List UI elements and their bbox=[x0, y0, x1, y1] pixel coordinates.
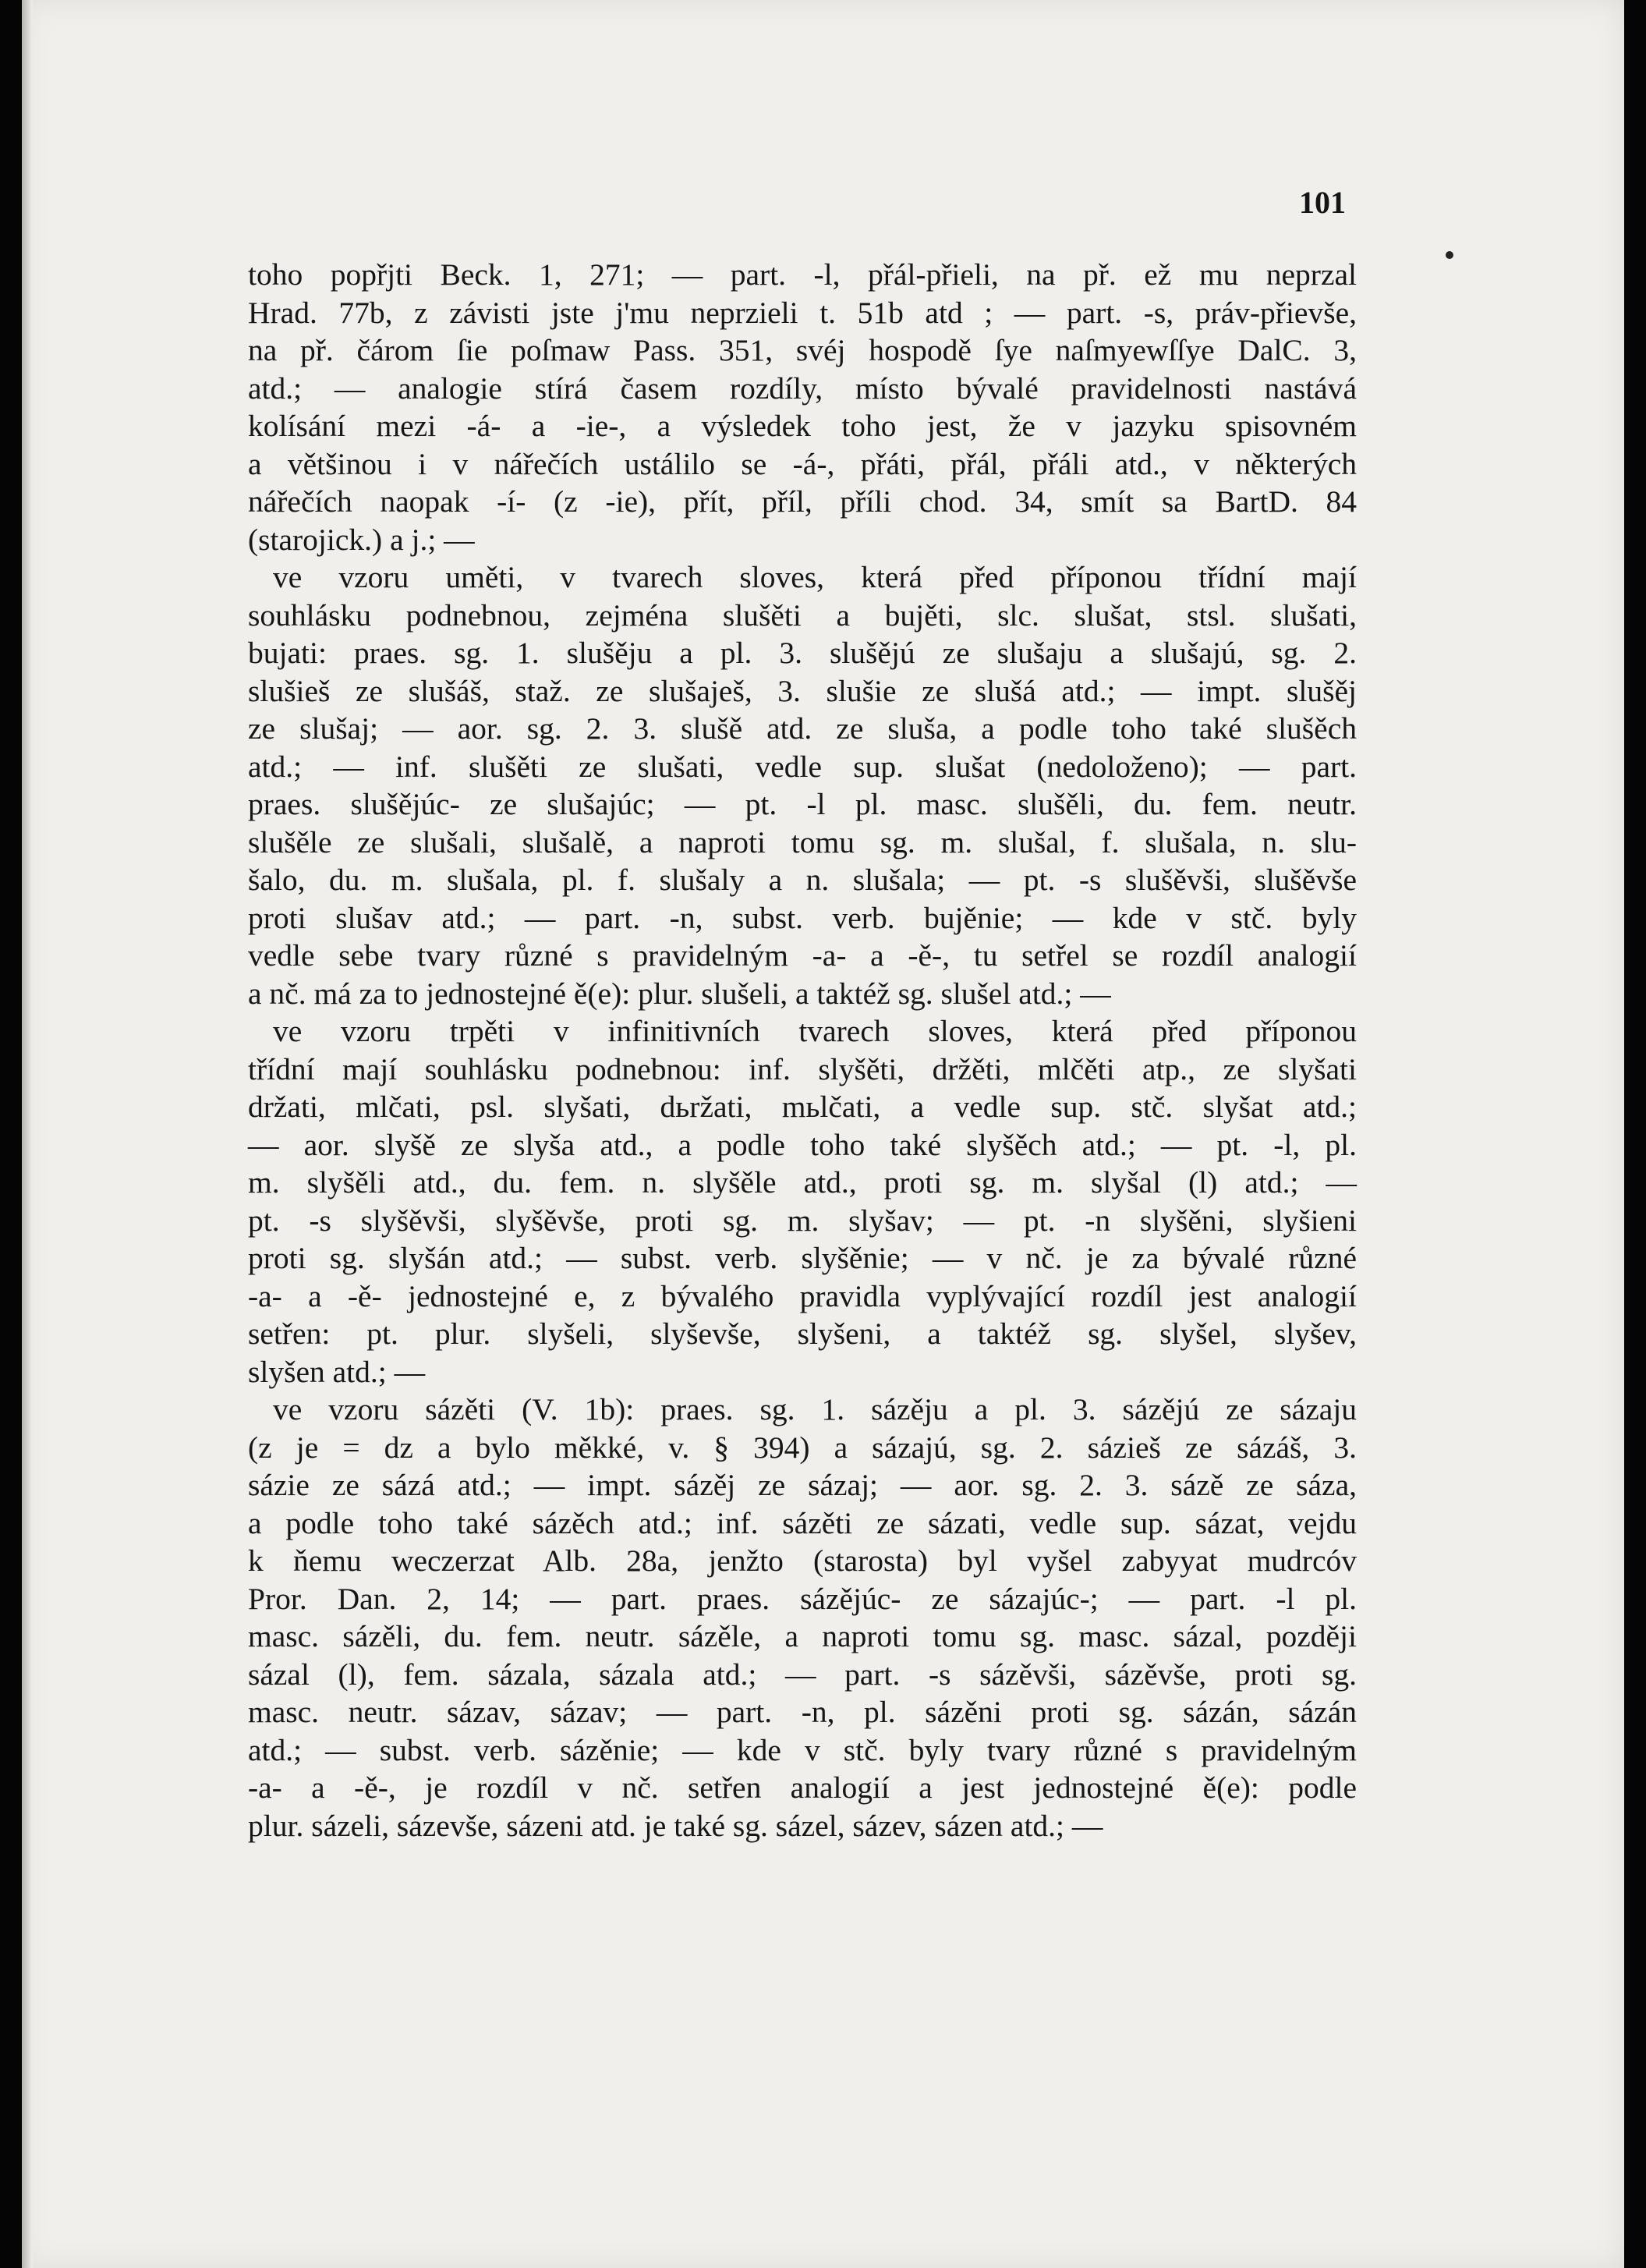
text-line: na př. čárom ſie poſmaw Pass. 351, svéj hospodě ſye naſmyewſſye DalC. 3, bbox=[248, 333, 1357, 367]
text-line: — aor. slyšě ze slyša atd., a podle toho také slyšěch atd.; — pt. -l, pl. bbox=[248, 1127, 1357, 1162]
text-line: atd.; — analogie stírá časem rozdíly, místo bývalé pravidelnosti nastává bbox=[248, 370, 1357, 406]
text-line: pt. -s slyšěvši, slyšěvše, proti sg. m. slyšav; — pt. -n slyšěni, slyšieni bbox=[248, 1203, 1357, 1238]
text-line: (z je = dz a bylo měkké, v. § 394) a sázajú, sg. 2. sázieš ze sázáš, 3. bbox=[248, 1430, 1357, 1465]
text-line: -a- a -ě-, je rozdíl v nč. setřen analogií a jest jednostejné ě(e): podle bbox=[248, 1770, 1357, 1805]
text-line: ve vzoru sázěti (V. 1b): praes. sg. 1. sázěju a pl. 3. sázějú ze sázaju bbox=[273, 1392, 1357, 1426]
text-line: atd.; — subst. verb. sázěnie; — kde v stč. byly tvary různé s pravidelným bbox=[248, 1732, 1357, 1767]
book-page bbox=[22, 0, 1624, 2268]
text-line: a podle toho také sázěch atd.; inf. sázěti ze sázati, vedle sup. sázat, vejdu bbox=[248, 1505, 1357, 1540]
text-line: šalo, du. m. slušala, pl. f. slušaly a n. slušala; — pt. -s slušěvši, slušěvše bbox=[248, 863, 1357, 897]
text-line: atd.; — inf. slušěti ze slušati, vedle sup. slušat (nedoloženo); — part. bbox=[248, 749, 1357, 784]
page-gutter-shadow bbox=[22, 0, 33, 2268]
page-number: 101 bbox=[1299, 185, 1346, 220]
ink-speck bbox=[1446, 251, 1453, 259]
text-line: vedle sebe tvary různé s pravidelným -a- a -ě-, tu setřel se rozdíl analogií bbox=[248, 938, 1357, 973]
text-line: nářečích naopak -í- (z -ie), přít, příl, příli chod. 34, smít sa BartD. 84 bbox=[248, 484, 1357, 519]
text-line: bujati: praes. sg. 1. slušěju a pl. 3. slušějú ze slušaju a slušajú, sg. 2. bbox=[248, 636, 1357, 670]
text-line: masc. sázěli, du. fem. neutr. sázěle, a naproti tomu sg. masc. sázal, později bbox=[248, 1619, 1357, 1653]
text-line: kolísání mezi -á- a -ie-, a výsledek toho jest, že v jazyku spisovném bbox=[248, 409, 1357, 443]
text-line: třídní mají souhlásku podnebnou: inf. slyšěti, držěti, mlčěti atp., ze slyšati bbox=[248, 1051, 1357, 1086]
text-line: sázal (l), fem. sázala, sázala atd.; — part. -s sázěvši, sázěvše, proti sg. bbox=[248, 1657, 1357, 1692]
text-line: k ňemu weczerzat Alb. 28a, jenžto (starosta) byl vyšel zabyyat mudrcóv bbox=[248, 1543, 1357, 1578]
body-text bbox=[248, 256, 1357, 1845]
text-line: a nč. má za to jednostejné ě(e): plur. slušeli, a taktéž sg. slušel atd.; — bbox=[248, 976, 1111, 1011]
text-line: slušěle ze slušali, slušalě, a naproti tomu sg. m. slušal, f. slušala, n. slu- bbox=[248, 824, 1357, 859]
text-line: setřen: pt. plur. slyšeli, slyševše, slyšeni, a taktéž sg. slyšel, slyšev, bbox=[248, 1317, 1357, 1351]
text-line: m. slyšěli atd., du. fem. n. slyšěle atd., proti sg. m. slyšal (l) atd.; — bbox=[248, 1165, 1357, 1200]
text-line: ve vzoru trpěti v infinitivních tvarech sloves, která před příponou bbox=[273, 1014, 1357, 1048]
text-line: proti sg. slyšán atd.; — subst. verb. slyšěnie; — v nč. je za bývalé různé bbox=[248, 1241, 1357, 1275]
text-line: slyšen atd.; — bbox=[248, 1354, 426, 1389]
text-line: ze slušaj; — aor. sg. 2. 3. slušě atd. ze sluša, a podle toho také slušěch bbox=[248, 711, 1357, 746]
text-line: -a- a -ě- jednostejné e, z bývalého pravidla vyplývající rozdíl jest analogií bbox=[248, 1278, 1357, 1313]
text-line: slušieš ze slušáš, staž. ze slušaješ, 3. slušie ze slušá atd.; — impt. slušěj bbox=[248, 673, 1357, 708]
text-line: a většinou i v nářečích ustálilo se -á-, přáti, přál, přáli atd., v některých bbox=[248, 446, 1357, 481]
text-line: Pror. Dan. 2, 14; — part. praes. sázějúc- ze sázajúc-; — part. -l pl. bbox=[248, 1581, 1357, 1616]
text-line: (starojick.) a j.; — bbox=[248, 522, 475, 557]
text-line: masc. neutr. sázav, sázav; — part. -n, pl. sázěni proti sg. sázán, sázán bbox=[248, 1695, 1357, 1729]
text-line: toho popřjti Beck. 1, 271; — part. -l, přál-přieli, na př. ež mu neprzal bbox=[248, 257, 1357, 292]
text-line: praes. slušějúc- ze slušajúc; — pt. -l pl. masc. slušěli, du. fem. neutr. bbox=[248, 787, 1357, 821]
text-line: sázie ze sázá atd.; — impt. sázěj ze sázaj; — aor. sg. 2. 3. sázě ze sáza, bbox=[248, 1468, 1357, 1502]
text-line: Hrad. 77b, z závisti jste j'mu neprzieli t. 51b atd ; — part. -s, práv-přievše, bbox=[248, 295, 1357, 330]
text-line: ve vzoru uměti, v tvarech sloves, která před příponou třídní mají bbox=[273, 560, 1357, 594]
text-line: držati, mlčati, psl. slyšati, dьržati, mьlčati, a vedle sup. stč. slyšat atd.; bbox=[248, 1090, 1357, 1124]
text-line: proti slušav atd.; — part. -n, subst. verb. bujěnie; — kde v stč. byly bbox=[248, 900, 1357, 935]
text-line: souhlásku podnebnou, zejména slušěti a bujěti, slc. slušat, stsl. slušati, bbox=[248, 597, 1357, 633]
text-line: plur. sázeli, sázevše, sázeni atd. je také sg. sázel, sázev, sázen atd.; — bbox=[248, 1808, 1103, 1843]
